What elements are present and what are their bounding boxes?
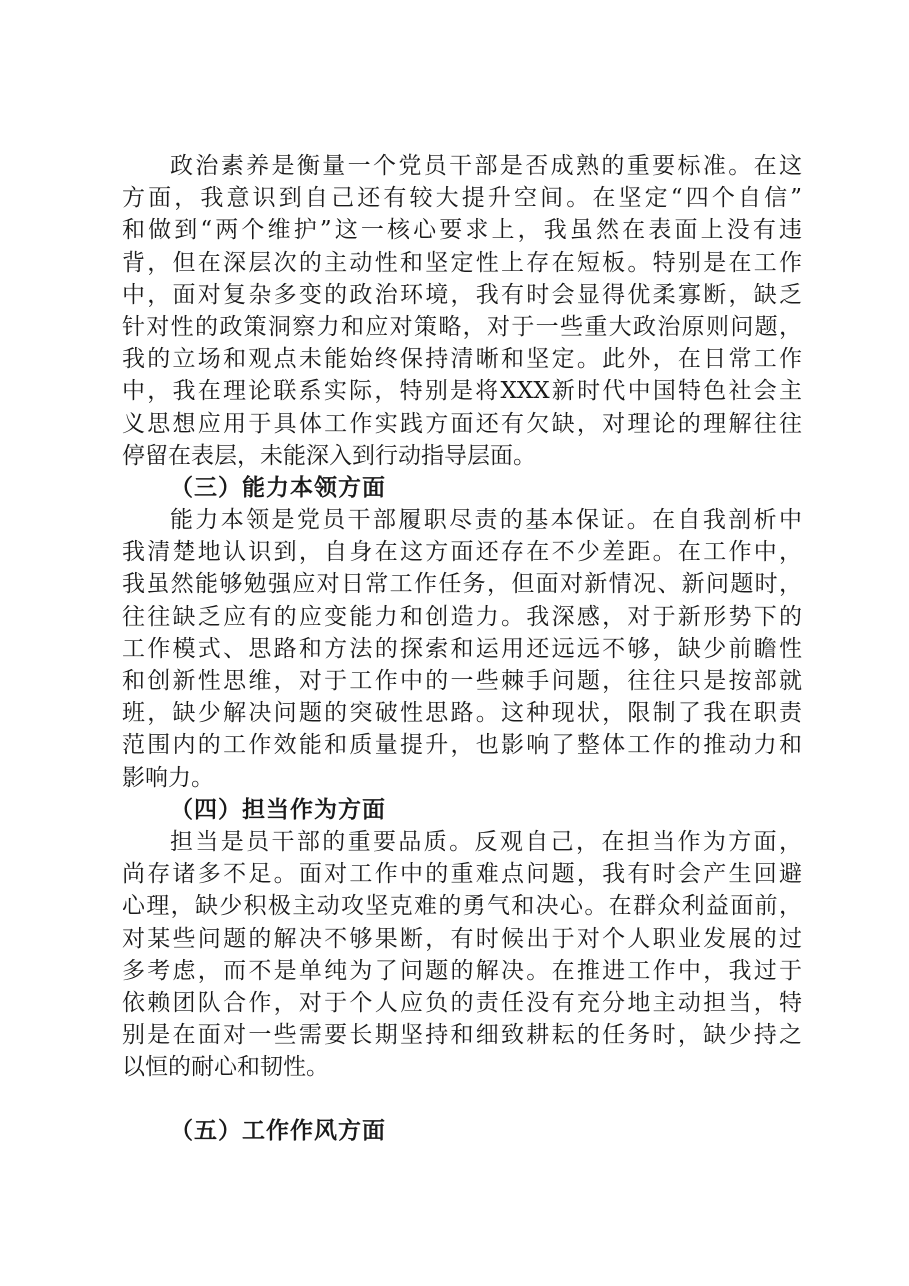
paragraph-responsibility (122, 826, 802, 1084)
paragraph-line: 依赖团队合作，对于个人应负的责任没有充分地主动担当，特 (122, 989, 802, 1016)
paragraph-line: 往往缺乏应有的应变能力和创造力。我深感，对于新形势下的 (122, 603, 802, 630)
paragraph-line: 我的立场和观点未能始终保持清晰和坚定。此外，在日常工作 (122, 346, 802, 373)
paragraph-line: 别是在面对一些需要长期坚持和细致耕耘的任务时，缺少持之 (122, 1022, 802, 1049)
paragraph-line: 我清楚地认识到，自身在这方面还存在不少差距。在工作中， (122, 539, 802, 566)
paragraph-line: 以恒的耐心和韧性。 (122, 1054, 329, 1081)
paragraph-line: 多考虑，而不是单纯为了问题的解决。在推进工作中，我过于 (122, 957, 802, 984)
paragraph-line: 义思想应用于具体工作实践方面还有欠缺，对理论的理解往往 (122, 410, 802, 437)
paragraph-line: 心理，缺少积极主动攻坚克难的勇气和决心。在群众利益面前， (122, 893, 802, 920)
paragraph-line: 影响力。 (122, 764, 214, 791)
paragraph-line: 和创新性思维，对于工作中的一些棘手问题，往往只是按部就 (122, 667, 802, 694)
paragraph-line: 尚存诸多不足。面对工作中的重难点问题，我有时会产生回避 (122, 861, 802, 888)
section-heading-work-style: （五）工作作风方面 (170, 1117, 386, 1144)
paragraph-line: 停留在表层，未能深入到行动指导层面。 (122, 442, 536, 469)
paragraph-line: 能力本领是党员干部履职尽责的基本保证。在自我剖析中 (170, 507, 802, 533)
paragraph-line: 我虽然能够勉强应对日常工作任务，但面对新情况、新问题时， (122, 571, 802, 598)
paragraph-line: 和做到“两个维护”这一核心要求上，我虽然在表面上没有违 (122, 217, 802, 244)
paragraph-line: 班，缺少解决问题的突破性思路。这种现状，限制了我在职责 (122, 700, 802, 727)
paragraph-line: 方面，我意识到自己还有较大提升空间。在坚定“四个自信” (122, 185, 802, 212)
paragraph-line: 担当是员干部的重要品质。反观自己，在担当作为方面， (170, 829, 802, 855)
paragraph-line: 背，但在深层次的主动性和坚定性上存在短板。特别是在工作 (122, 249, 802, 276)
paragraph-line: 工作模式、思路和方法的探索和运用还远远不够，缺少前瞻性 (122, 635, 802, 662)
paragraph-line: 政治素养是衡量一个党员干部是否成熟的重要标准。在这 (170, 153, 802, 179)
paragraph-political-quality (122, 150, 802, 472)
paragraph-line: 中，面对复杂多变的政治环境，我有时会显得优柔寡断，缺乏 (122, 281, 802, 308)
section-heading-responsibility: （四）担当作为方面 (170, 796, 386, 823)
paragraph-line: 针对性的政策洞察力和应对策略，对于一些重大政治原则问题， (122, 313, 802, 340)
paragraph-line: 范围内的工作效能和质量提升，也影响了整体工作的推动力和 (122, 732, 802, 759)
paragraph-line: 中，我在理论联系实际，特别是将XXX新时代中国特色社会主 (122, 378, 802, 405)
section-heading-ability: （三）能力本领方面 (170, 474, 386, 501)
paragraph-line: 对某些问题的解决不够果断，有时候出于对个人职业发展的过 (122, 925, 802, 952)
paragraph-ability (122, 504, 802, 794)
